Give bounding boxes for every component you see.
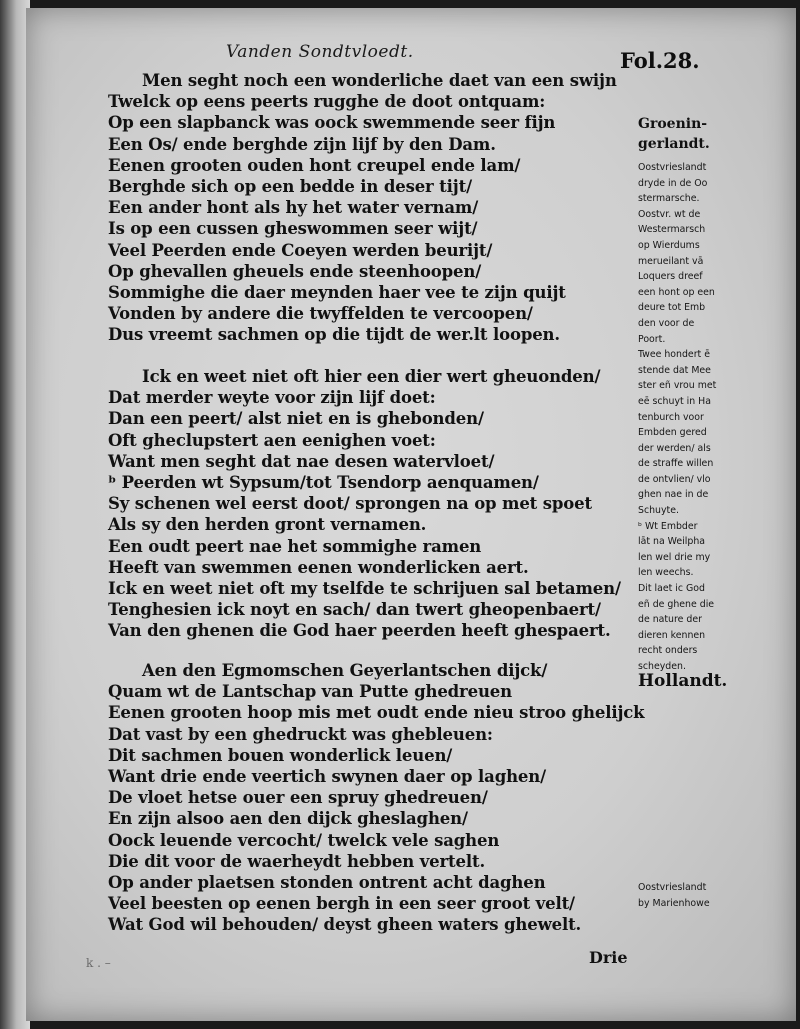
note-line: eñ de ghene die xyxy=(638,598,715,610)
margin-heading-line: gerlandt. xyxy=(638,136,710,152)
verse-line: Eenen grooten ouden hont creupel ende lam/ xyxy=(108,155,521,175)
margin-note-marienhove xyxy=(638,880,746,911)
verse-line: Oft gheclupstert aen eenighen voet: xyxy=(108,430,436,450)
verse-line: Op een slapbanck was oock swemmende seer fijn xyxy=(108,113,556,133)
note-line: deure tot Emb xyxy=(638,302,706,314)
verse-line: Veel Peerden ende Coeyen werden beurijt/ xyxy=(108,240,493,260)
note-line: dieren kennen xyxy=(638,629,706,641)
note-line: dryde in de Oo xyxy=(638,177,708,189)
verse-line: Dan een peert/ alst niet en is ghebonden/ xyxy=(108,409,484,429)
note-line: Embden gered xyxy=(638,427,707,439)
verse-line: Wat God wil behouden/ deyst gheen waters ghewelt. xyxy=(108,915,582,935)
note-line: len weechs. xyxy=(638,567,694,579)
verse-line: Op ander plaetsen stonden ontrent acht daghen xyxy=(108,873,546,893)
note-line: ᵇ Wt Embder xyxy=(638,520,698,532)
verse-line: Sommighe die daer meynden haer vee te zijn quijt xyxy=(108,283,566,303)
verse-line: Dit sachmen bouen wonderlick leuen/ xyxy=(108,745,453,765)
verse-line: Tenghesien ick noyt en sach/ dan twert gheopenbaert/ xyxy=(108,600,601,620)
verse-line: Dus vreemt sachmen op die tijdt de wer.lt loopen. xyxy=(108,325,560,345)
verse-line: Eenen grooten hoop mis met oudt ende nieu stroo ghelijck xyxy=(108,703,645,723)
note-line: Westermarsch xyxy=(638,224,706,236)
folio-number: Fol.28. xyxy=(620,48,700,73)
stanza-3 xyxy=(108,660,644,936)
note-line: merueilant vā xyxy=(638,255,704,267)
verse-line: Ick en weet niet oft my tselfde te schrijuen sal betamen/ xyxy=(108,579,621,599)
note-line: stende dat Mee xyxy=(638,364,711,376)
note-line: eē schuyt in Ha xyxy=(638,395,711,407)
catchword: Drie xyxy=(589,948,628,967)
note-line: Oostvrieslandt xyxy=(638,162,707,173)
note-line: scheyden. xyxy=(638,661,686,672)
verse-line: Want drie ende veertich swynen daer op laghen/ xyxy=(108,767,546,787)
note-line: stermarsche. xyxy=(638,193,700,205)
verse-line: Als sy den herden gront vernamen. xyxy=(108,515,427,535)
margin-heading-hollandt: Hollandt. xyxy=(638,671,728,691)
verse-line: Op ghevallen gheuels ende steenhoopen/ xyxy=(108,261,482,281)
verse-line: Een oudt peert nae het sommighe ramen xyxy=(108,536,482,556)
note-line: tenburch voor xyxy=(638,411,704,423)
note-line: de straffe willen xyxy=(638,458,714,470)
verse-line: Vonden by andere die twyffelden te vercoopen/ xyxy=(108,304,533,324)
note-line: der werden/ als xyxy=(638,442,711,454)
verse-line: Want men seght dat nae desen watervloet/ xyxy=(108,451,495,471)
note-line: de nature der xyxy=(638,614,702,626)
stanza-2 xyxy=(108,366,621,642)
note-line: op Wierdums xyxy=(638,239,700,251)
verse-line: Heeft van swemmen eenen wonderlicken aert. xyxy=(108,557,529,577)
margin-heading-line: Groenin- xyxy=(638,116,708,132)
verse-line: Men seght noch een wonderliche daet van een swijn xyxy=(142,71,617,90)
verse-line: Een Os/ ende berghde zijn lijf by den Dam. xyxy=(108,134,496,154)
note-line: een hont op een xyxy=(638,286,715,298)
verse-line: Is op een cussen gheswommen seer wijt/ xyxy=(108,219,478,239)
stanza-1 xyxy=(108,70,617,346)
note-line: recht onders xyxy=(638,645,698,657)
note-line: de ontvlien/ vlo xyxy=(638,473,711,485)
verse-line: Die dit voor de waerheydt hebben vertelt. xyxy=(108,851,486,871)
margin-note-ostfriesland xyxy=(638,160,746,675)
book-page xyxy=(26,8,796,1021)
verse-line: Aen den Egmomschen Geyerlantschen dijck/ xyxy=(142,661,548,680)
verse-line: ᵇ Peerden wt Sypsum/tot Tsendorp aenquamen/ xyxy=(108,473,539,493)
note-line: Oostvrieslandt xyxy=(638,882,707,893)
note-line: lāt na Weilpha xyxy=(638,536,706,548)
verse-line: Sy schenen wel eerst doot/ sprongen na op met spoet xyxy=(108,494,592,514)
ink-smudge-mark: k . – xyxy=(86,956,111,970)
note-line: len wel drie my xyxy=(638,551,711,563)
note-line: den voor de xyxy=(638,317,695,329)
running-title: Vanden Sondtvloedt. xyxy=(226,42,414,62)
verse-line: Een ander hont als hy het water vernam/ xyxy=(108,198,479,218)
note-line: Twee hondert ē xyxy=(638,349,710,361)
note-line: by Marienhowe xyxy=(638,897,710,909)
verse-line: Van den ghenen die God haer peerden heeft ghespaert. xyxy=(108,621,611,641)
verse-line: Dat merder weyte voor zijn lijf doet: xyxy=(108,388,436,408)
verse-line: Dat vast by een ghedruckt was ghebleuen: xyxy=(108,724,493,744)
note-line: Poort. xyxy=(638,333,666,345)
note-line: Dit laet ic God xyxy=(638,583,705,595)
verse-line: Berghde sich op een bedde in deser tijt/ xyxy=(108,177,472,197)
verse-line: Twelck op eens peerts rugghe de doot ontquam: xyxy=(108,92,546,112)
note-line: Oostvr. wt de xyxy=(638,208,701,220)
verse-line: Quam wt de Lantschap van Putte ghedreuen xyxy=(108,682,512,702)
note-line: ghen nae in de xyxy=(638,489,709,501)
verse-line: De vloet hetse ouer een spruy ghedreuen/ xyxy=(108,788,488,808)
verse-line: En zijn alsoo aen den dijck gheslaghen/ xyxy=(108,809,468,829)
verse-line: Ick en weet niet oft hier een dier wert gheuonden/ xyxy=(142,367,601,386)
note-line: Loquers dreef xyxy=(638,271,703,283)
margin-heading-groningerland xyxy=(638,114,710,154)
note-line: ster eñ vrou met xyxy=(638,380,717,392)
verse-line: Oock leuende vercocht/ twelck vele saghen xyxy=(108,830,500,850)
verse-line: Veel beesten op eenen bergh in een seer groot velt/ xyxy=(108,894,575,914)
note-line: Schuyte. xyxy=(638,505,679,517)
